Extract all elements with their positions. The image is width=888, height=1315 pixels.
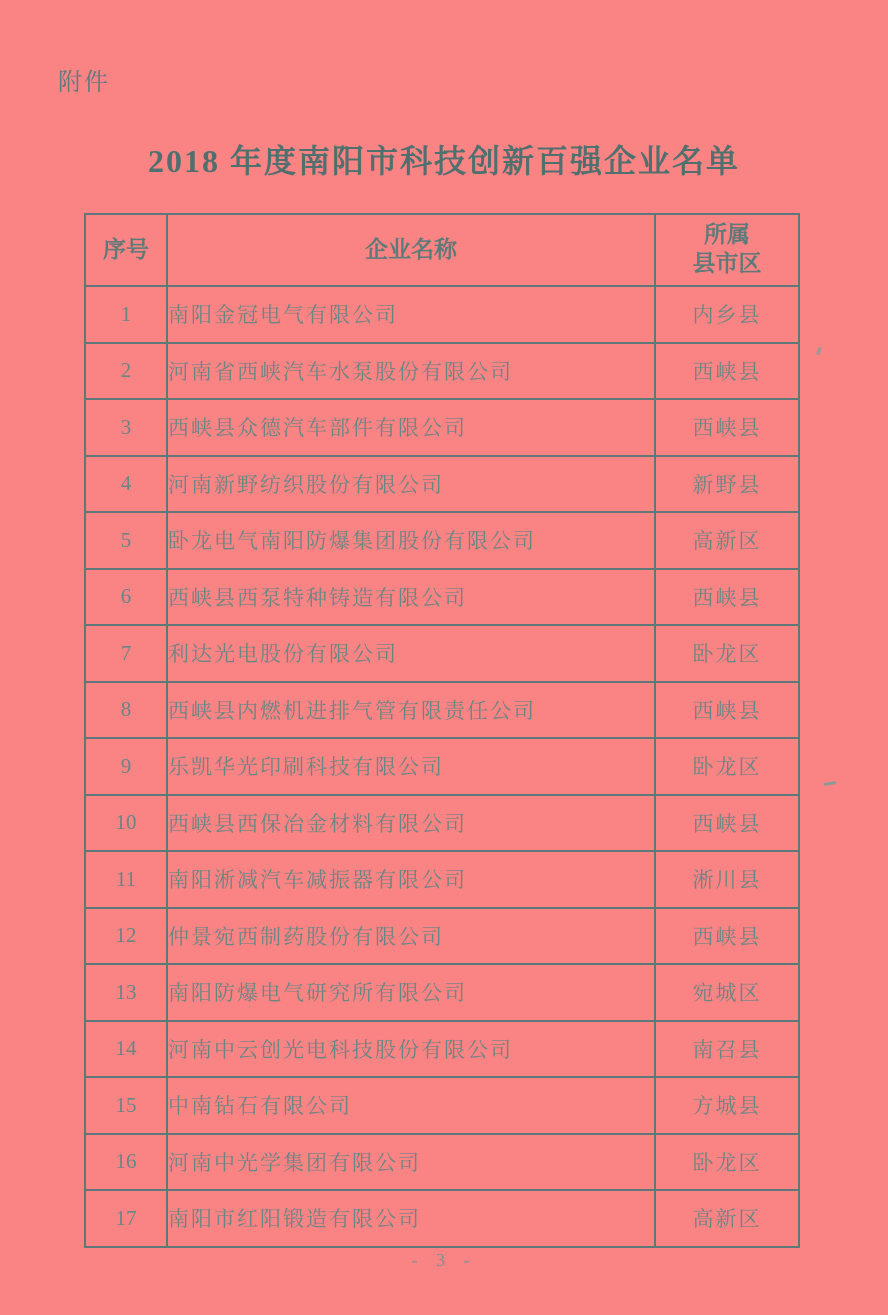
- scan-artifact-mark: [816, 347, 822, 356]
- row-district: 高新区: [655, 1190, 799, 1247]
- table-row: [85, 738, 799, 795]
- row-company: 河南新野纺织股份有限公司: [167, 456, 655, 513]
- table-body: [85, 286, 799, 1247]
- table-row: [85, 399, 799, 456]
- row-district: 新野县: [655, 456, 799, 513]
- row-index: 17: [85, 1190, 167, 1247]
- row-index: 11: [85, 851, 167, 908]
- header-district-line1: 所属: [704, 222, 750, 248]
- table-header-row: [85, 214, 799, 286]
- row-district: 西峡县: [655, 569, 799, 626]
- row-index: 6: [85, 569, 167, 626]
- table-row: [85, 851, 799, 908]
- header-district: [655, 214, 799, 286]
- row-district: 西峡县: [655, 399, 799, 456]
- table-row: [85, 625, 799, 682]
- table-row: [85, 1021, 799, 1078]
- row-index: 4: [85, 456, 167, 513]
- table-row: [85, 1134, 799, 1191]
- row-district: 南召县: [655, 1021, 799, 1078]
- table-row: [85, 456, 799, 513]
- row-company: 南阳金冠电气有限公司: [167, 286, 655, 343]
- row-district: 卧龙区: [655, 625, 799, 682]
- table-header: [85, 214, 799, 286]
- row-index: 7: [85, 625, 167, 682]
- table-row: [85, 682, 799, 739]
- row-index: 13: [85, 964, 167, 1021]
- page-number: - 3 -: [411, 1250, 477, 1270]
- page-title: 2018 年度南阳市科技创新百强企业名单: [147, 143, 740, 179]
- row-district: 淅川县: [655, 851, 799, 908]
- row-district: 内乡县: [655, 286, 799, 343]
- row-company: 西峡县内燃机进排气管有限责任公司: [167, 682, 655, 739]
- row-company: 河南中光学集团有限公司: [167, 1134, 655, 1191]
- row-district: 卧龙区: [655, 738, 799, 795]
- row-company: 河南省西峡汽车水泵股份有限公司: [167, 343, 655, 400]
- table-row: [85, 343, 799, 400]
- table-row: [85, 908, 799, 965]
- row-district: 宛城区: [655, 964, 799, 1021]
- row-index: 9: [85, 738, 167, 795]
- row-index: 16: [85, 1134, 167, 1191]
- row-company: 南阳防爆电气研究所有限公司: [167, 964, 655, 1021]
- row-district: 西峡县: [655, 795, 799, 852]
- row-company: 南阳市红阳锻造有限公司: [167, 1190, 655, 1247]
- row-index: 2: [85, 343, 167, 400]
- row-district: 卧龙区: [655, 1134, 799, 1191]
- table-row: [85, 286, 799, 343]
- row-company: 河南中云创光电科技股份有限公司: [167, 1021, 655, 1078]
- row-district: 西峡县: [655, 908, 799, 965]
- row-company: 卧龙电气南阳防爆集团股份有限公司: [167, 512, 655, 569]
- table-row: [85, 795, 799, 852]
- row-index: 15: [85, 1077, 167, 1134]
- company-table: [84, 213, 800, 1248]
- table-row: [85, 569, 799, 626]
- table-row: [85, 512, 799, 569]
- row-index: 3: [85, 399, 167, 456]
- scan-artifact-mark: [824, 781, 836, 786]
- row-company: 西峡县众德汽车部件有限公司: [167, 399, 655, 456]
- header-company: 企业名称: [167, 214, 655, 286]
- attachment-label: 附件: [58, 70, 110, 96]
- row-index: 10: [85, 795, 167, 852]
- row-index: 5: [85, 512, 167, 569]
- row-index: 1: [85, 286, 167, 343]
- header-district-line2: 县市区: [692, 251, 762, 276]
- row-district: 方城县: [655, 1077, 799, 1134]
- table-row: [85, 1077, 799, 1134]
- row-district: 西峡县: [655, 682, 799, 739]
- row-company: 南阳淅减汽车减振器有限公司: [167, 851, 655, 908]
- row-company: 利达光电股份有限公司: [167, 625, 655, 682]
- table-row: [85, 1190, 799, 1247]
- row-company: 仲景宛西制药股份有限公司: [167, 908, 655, 965]
- row-index: 14: [85, 1021, 167, 1078]
- row-index: 8: [85, 682, 167, 739]
- row-company: 中南钻石有限公司: [167, 1077, 655, 1134]
- row-district: 西峡县: [655, 343, 799, 400]
- header-index: 序号: [85, 214, 167, 286]
- row-district: 高新区: [655, 512, 799, 569]
- table-row: [85, 964, 799, 1021]
- row-company: 西峡县西泵特种铸造有限公司: [167, 569, 655, 626]
- row-company: 乐凯华光印刷科技有限公司: [167, 738, 655, 795]
- row-index: 12: [85, 908, 167, 965]
- row-company: 西峡县西保冶金材料有限公司: [167, 795, 655, 852]
